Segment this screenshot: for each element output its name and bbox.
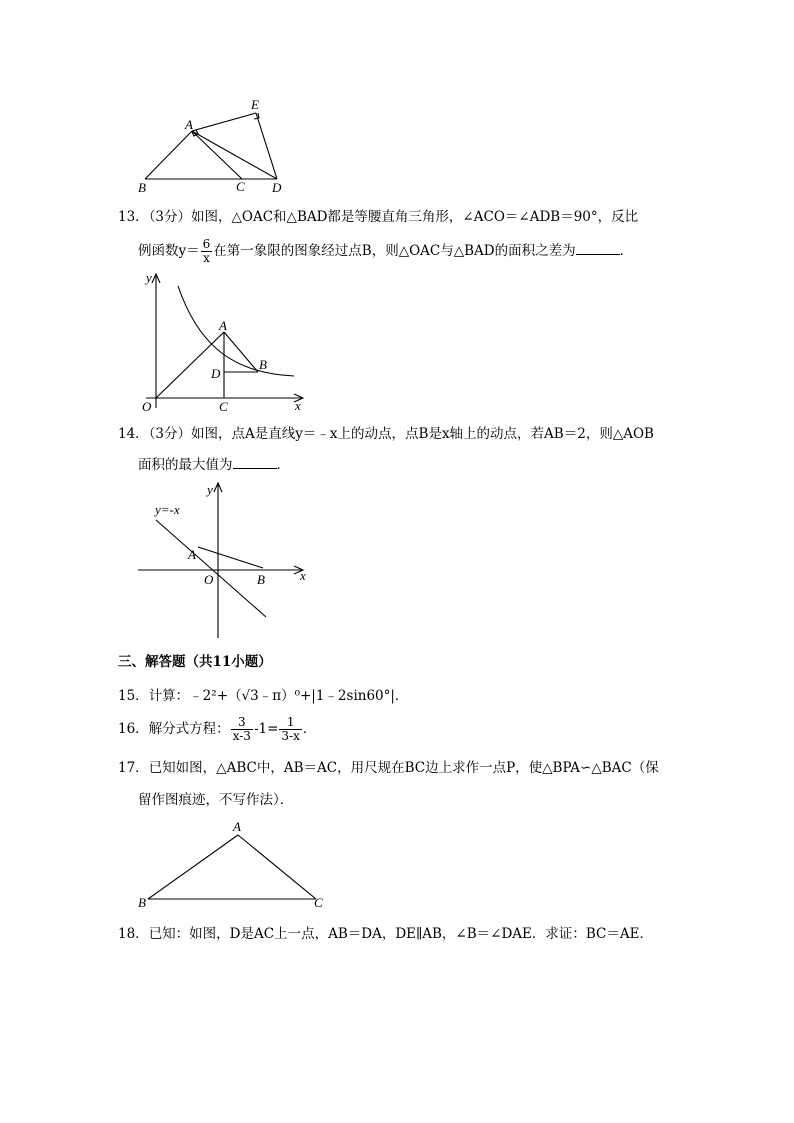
question-13-line1 <box>118 207 638 227</box>
question-17-line1 <box>118 758 659 778</box>
fig13-label-O: O <box>142 399 152 414</box>
fig14-label-O: O <box>204 572 214 587</box>
question-text: 已知：如图，D是AC上一点，AB＝DA，DE∥AB，∠B＝∠DAE．求证：BC＝AE． <box>148 926 653 942</box>
fig13-label-A: A <box>219 318 227 333</box>
fraction-denominator: x <box>203 251 210 265</box>
question-text: 已知如图，△ABC中，AB＝AC，用尺规在BC边上求作一点P，使△BPA∽△BAC（保 <box>148 760 659 776</box>
fraction-numerator: 1 <box>279 716 301 730</box>
fraction-1-over-3-x <box>279 716 301 743</box>
fig14-label-x: x <box>300 568 306 583</box>
fig12-label-B: B <box>138 180 146 195</box>
question-text: 如图，△OAC和△BAD都是等腰直角三角形，∠ACO＝∠ADB＝90°，反比 <box>191 209 639 225</box>
figure-q12 <box>130 92 300 197</box>
question-13-line2 <box>138 238 633 265</box>
question-text: 在第一象限的图象经过点B，则△OAC与△BAD的面积之差为 <box>213 243 576 259</box>
question-16 <box>118 716 316 743</box>
question-number: 17． <box>118 760 149 776</box>
fraction-numerator: 6 <box>202 237 211 251</box>
fig17-label-A: A <box>233 819 241 834</box>
section-heading: 三、解答题（共11小题） <box>118 654 272 670</box>
question-end: ． <box>276 457 290 473</box>
question-text: 计算：﹣2²+（√3﹣π）⁰+|1﹣2sin60°|． <box>148 688 409 704</box>
fraction-6-over-x <box>201 238 213 265</box>
question-14-line2 <box>138 455 290 475</box>
figure-q13 <box>136 268 316 418</box>
fig12-label-E: E <box>251 97 259 112</box>
question-15 <box>118 686 408 706</box>
question-text: 解分式方程： <box>148 721 230 737</box>
fraction-denominator: 3-x <box>281 729 300 743</box>
fraction-numerator: 3 <box>231 716 253 730</box>
question-number: 13． <box>118 209 149 225</box>
answer-blank[interactable] <box>576 242 620 255</box>
fig13-label-y: y <box>146 270 152 285</box>
question-text: 例函数y＝ <box>138 243 200 259</box>
fig13-label-C: C <box>219 399 228 414</box>
question-18 <box>118 924 653 944</box>
fig17-label-B: B <box>138 895 146 908</box>
question-14-line1 <box>118 424 654 444</box>
fig13-label-x: x <box>295 398 301 413</box>
fraction-3-over-x-3 <box>231 716 253 743</box>
fig13-label-D: D <box>211 366 221 381</box>
question-number: 16． <box>118 721 149 737</box>
question-number: 18． <box>118 926 149 942</box>
figure-q14 <box>136 480 316 642</box>
fig14-label-B: B <box>257 572 265 587</box>
fraction-denominator: x-3 <box>232 729 251 743</box>
fig14-label-y: y <box>207 482 213 497</box>
fig12-label-C: C <box>236 179 245 194</box>
question-text: 如图，点A是直线y＝﹣x上的动点，点B是x轴上的动点，若AB＝2，则△AOB <box>191 426 654 442</box>
question-end: ． <box>619 243 634 259</box>
fig14-label-line: y=-x <box>155 502 180 517</box>
fig12-label-D: D <box>272 180 282 195</box>
fig17-label-C: C <box>314 895 323 908</box>
question-number: 14． <box>118 426 149 442</box>
fig13-label-B: B <box>259 357 267 372</box>
fig14-label-A: A <box>188 547 196 562</box>
question-score: （3分） <box>148 209 192 225</box>
question-end: ． <box>302 721 317 737</box>
fig12-label-A: A <box>185 117 193 132</box>
question-number: 15． <box>118 688 149 704</box>
figure-q17 <box>134 816 334 908</box>
answer-blank[interactable] <box>233 456 277 469</box>
question-score: （3分） <box>148 426 192 442</box>
equation-middle: -1= <box>253 721 279 737</box>
question-text: 面积的最大值为 <box>138 457 233 473</box>
question-17-line2: 留作图痕迹，不写作法）． <box>138 792 294 808</box>
